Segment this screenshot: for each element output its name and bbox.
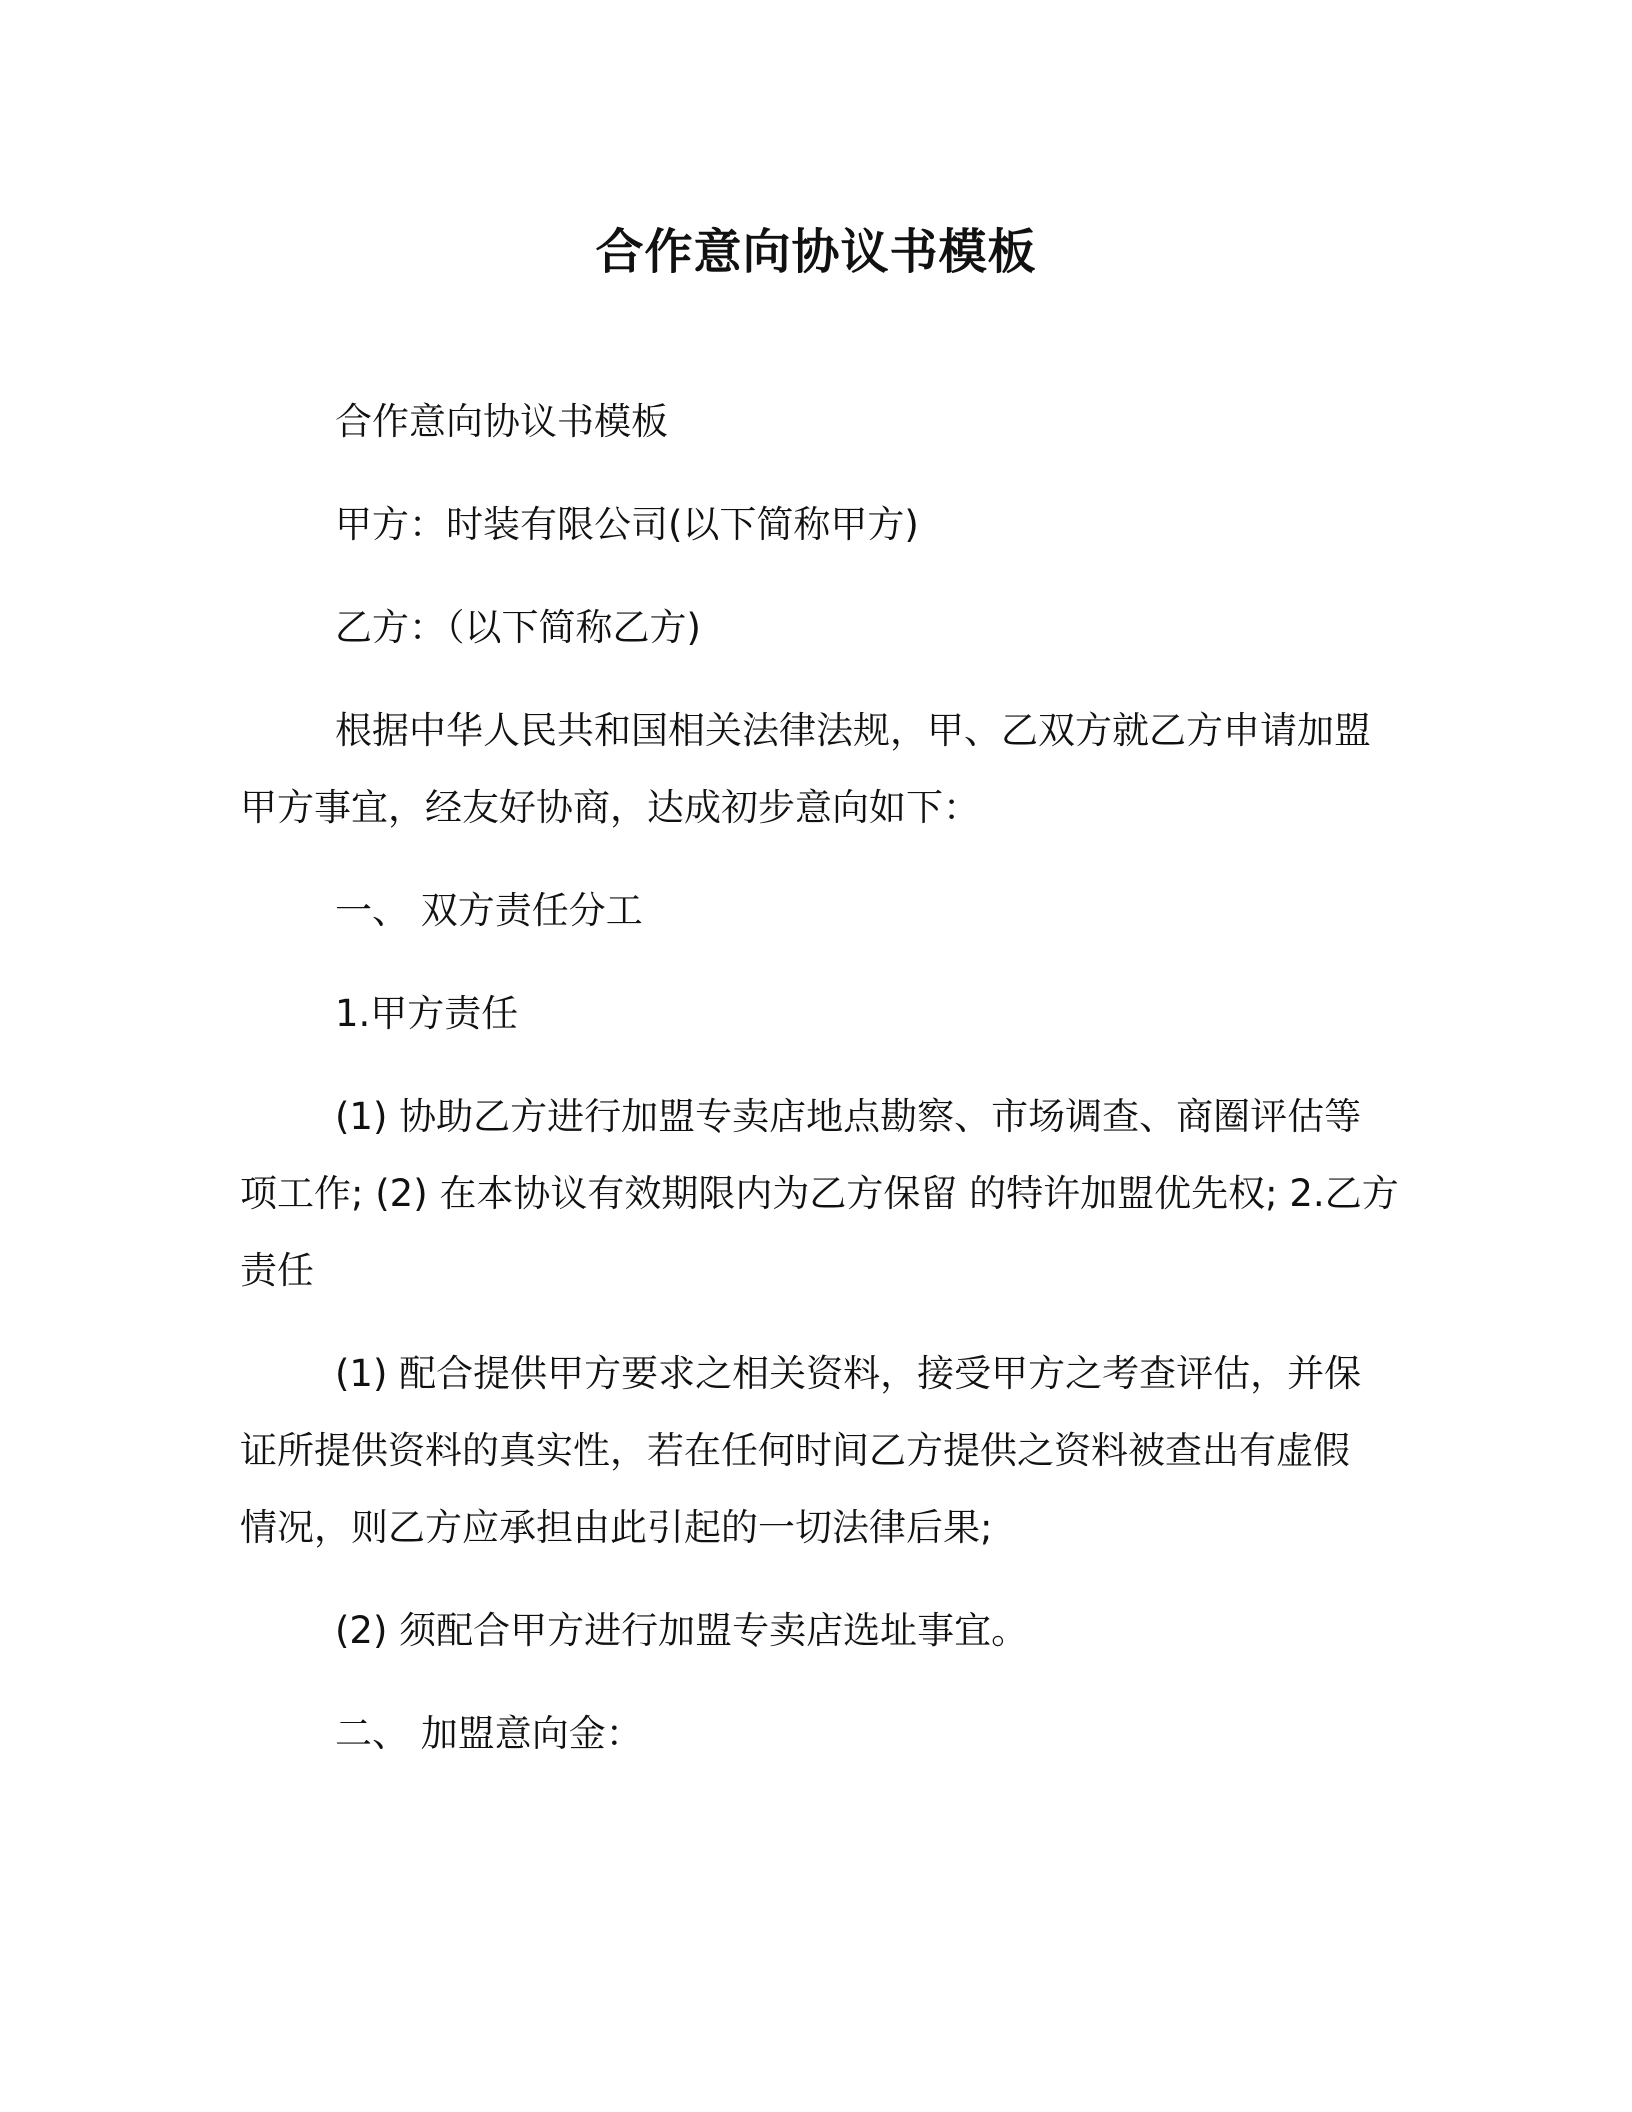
clause-b-line-3: 情况，则乙方应承担由此引起的一切法律后果; (240, 1506, 993, 1549)
section-1-heading: 一、 双方责任分工 (335, 889, 643, 932)
clause-b-line-2: 证所提供资料的真实性，若在任何时间乙方提供之资料被查出有虚假 (240, 1429, 1350, 1472)
preamble-line-1: 根据中华人民共和国相关法律法规，甲、乙双方就乙方申请加盟 (335, 709, 1371, 752)
clause-b-line-1: (1) 配合提供甲方要求之相关资料，接受甲方之考查评估，并保 (335, 1352, 1362, 1395)
party-a-responsibility-heading: 1.甲方责任 (335, 992, 519, 1035)
section-2-heading: 二、 加盟意向金： (335, 1712, 643, 1755)
party-a: 甲方：时装有限公司(以下简称甲方) (335, 503, 919, 546)
document-title: 合作意向协议书模板 (595, 224, 1037, 280)
preamble-line-2: 甲方事宜，经友好协商，达成初步意向如下： (240, 786, 980, 829)
clause-c: (2) 须配合甲方进行加盟专卖店选址事宜。 (335, 1609, 1029, 1652)
clause-a-line-1: (1) 协助乙方进行加盟专卖店地点勘察、市场调查、商圈评估等 (335, 1095, 1362, 1138)
party-b: 乙方：（以下简称乙方) (335, 606, 701, 649)
clause-a-line-3: 责任 (240, 1249, 314, 1292)
document-subtitle: 合作意向协议书模板 (335, 400, 668, 443)
clause-a-line-2: 项工作; (2) 在本协议有效期限内为乙方保留 的特许加盟优先权; 2.乙方 (240, 1172, 1399, 1215)
